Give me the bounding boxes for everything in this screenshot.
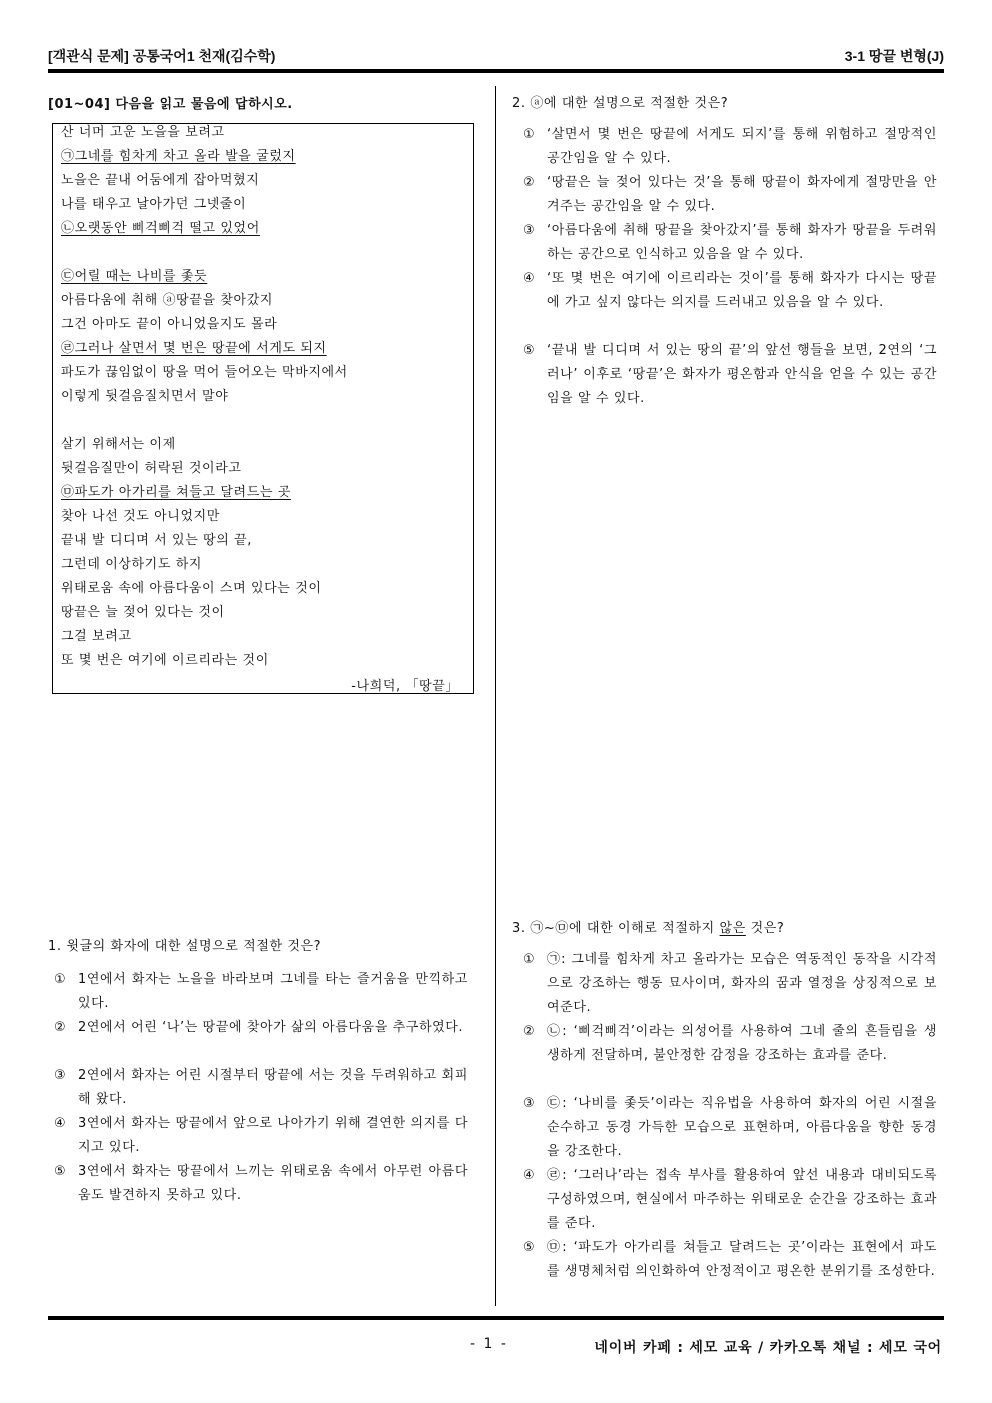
poem-box xyxy=(52,123,474,694)
question-3-option[interactable] xyxy=(523,1164,937,1236)
option-text: ㉣: ‘그러나’라는 접속 부사를 활용하여 앞선 내용과 대비되도록 구성하였으며, 현실에서 마주하는 위태로운 순간을 강조하는 효과를 준다. xyxy=(547,1168,937,1231)
option-text: ㉤: ‘파도가 아가리를 쳐들고 달려드는 곳’이라는 표현에서 파도를 생명체처럼 의인화하여 안정적이고 평온한 분위기를 조성한다. xyxy=(547,1240,937,1279)
question-2-option[interactable] xyxy=(523,171,937,219)
column-divider xyxy=(495,86,496,1306)
poem-line: 찾아 나선 것도 아니었지만 xyxy=(61,509,220,524)
option-text: 3연에서 화자는 땅끝에서 느끼는 위태로움 속에서 아무런 아름다움도 발견하지 못하고 있다. xyxy=(78,1164,468,1203)
question-2-option[interactable] xyxy=(523,267,937,315)
question-3-option[interactable] xyxy=(523,1020,937,1068)
option-text: ‘아름다움에 취해 땅끝을 찾아갔지’를 통해 화자가 땅끝을 두려워하는 공간으로 인식하고 있음을 알 수 있다. xyxy=(547,223,937,262)
option-text: 3연에서 화자는 땅끝에서 앞으로 나아가기 위해 결연한 의지를 다지고 있다. xyxy=(78,1116,468,1155)
poem-line: 산 너머 고운 노을을 보려고 xyxy=(61,125,225,140)
option-number: ② xyxy=(523,175,536,190)
question-1-option[interactable] xyxy=(54,1016,468,1040)
option-text: 2연에서 화자는 어린 시절부터 땅끝에 서는 것을 두려워하고 회피해 왔다. xyxy=(78,1068,468,1107)
poem-line: ㉤파도가 아가리를 쳐들고 달려드는 곳 xyxy=(61,485,291,500)
poem-line: 노을은 끝내 어둠에게 잡아먹혔지 xyxy=(61,173,260,188)
poem-line: ㉡오랫동안 삐걱삐걱 떨고 있었어 xyxy=(61,221,260,236)
page-number: - 1 - xyxy=(470,1336,508,1352)
option-text: ‘또 몇 번은 여기에 이르리라는 것이’를 통해 화자가 다시는 땅끝에 가고 싶지 않다는 의지를 드러내고 있음을 알 수 있다. xyxy=(547,271,937,310)
question-3-title-start: 3. ㉠~㉤에 대한 이해로 적절하지 xyxy=(512,921,720,936)
poem-line: 그건 아마도 끝이 아니었을지도 몰라 xyxy=(61,317,278,332)
header-title: [객관식 문제] 공통국어1 천재(김수학) xyxy=(48,48,276,64)
poem-line: 그걸 보려고 xyxy=(61,629,132,644)
question-3-option[interactable] xyxy=(523,948,937,1020)
option-number: ⑤ xyxy=(54,1164,67,1179)
instruction: [01~04] 다음을 읽고 물음에 답하시오. xyxy=(48,97,293,112)
question-1-option[interactable] xyxy=(54,968,468,1016)
question-2-title: 2. ⓐ에 대한 설명으로 적절한 것은? xyxy=(512,96,729,111)
poem-line: 뒷걸음질만이 허락된 것이라고 xyxy=(61,461,242,476)
poem-line: 그런데 이상하기도 하지 xyxy=(61,557,203,572)
option-number: ④ xyxy=(523,1168,536,1183)
question-2-option[interactable] xyxy=(523,219,937,267)
poem-line: ㉠그네를 힘차게 차고 올라 발을 굴렀지 xyxy=(61,149,296,164)
option-text: 1연에서 화자는 노을을 바라보며 그네를 타는 즐거움을 만끽하고 있다. xyxy=(78,972,468,1011)
poem-line: 또 몇 번은 여기에 이르리라는 것이 xyxy=(61,653,269,668)
poem-line: ㉢어릴 때는 나비를 좇듯 xyxy=(61,269,208,284)
option-number: ① xyxy=(523,127,536,142)
question-3-option[interactable] xyxy=(523,1092,937,1164)
option-text: ‘땅끝은 늘 젖어 있다는 것’을 통해 땅끝이 화자에게 절망만을 안겨주는 공간임을 알 수 있다. xyxy=(547,175,937,214)
poem-credit: -나희덕, 「땅끝」 xyxy=(351,679,459,694)
poem-line: 위태로움 속에 아름다움이 스며 있다는 것이 xyxy=(61,581,322,596)
option-text: ㉢: ‘나비를 좇듯’이라는 직유법을 사용하여 화자의 어린 시절을 순수하고 동경 가득한 모습으로 표현하며, 아름다움을 향한 동경을 강조한다. xyxy=(547,1096,937,1159)
question-2-option[interactable] xyxy=(523,339,937,411)
question-3-option[interactable] xyxy=(523,1236,937,1284)
option-number: ① xyxy=(523,952,536,967)
option-text: ㉡: ‘삐걱삐걱’이라는 의성어를 사용하여 그네 줄의 흔들림을 생생하게 전달하며, 불안정한 감정을 강조하는 효과를 준다. xyxy=(547,1024,937,1063)
option-number: ④ xyxy=(523,271,536,286)
poem-line: 파도가 끊임없이 땅을 먹어 들어오는 막바지에서 xyxy=(61,365,348,380)
poem-line: 살기 위해서는 이제 xyxy=(61,437,176,452)
option-number: ③ xyxy=(523,223,536,238)
option-number: ③ xyxy=(54,1068,67,1083)
footer-contact: 네이버 카페 : 세모 교육 / 카카오톡 채널 : 세모 국어 xyxy=(594,1340,942,1356)
poem-line: ㉣그러나 살면서 몇 번은 땅끝에 서게도 되지 xyxy=(61,341,327,356)
poem-line: 나를 태우고 날아가던 그넷줄이 xyxy=(61,197,247,212)
question-1-title: 1. 윗글의 화자에 대한 설명으로 적절한 것은? xyxy=(48,939,322,954)
poem-line: 아름다움에 취해 ⓐ땅끝을 찾아갔지 xyxy=(61,293,274,308)
question-2-option[interactable] xyxy=(523,123,937,171)
option-text: 2연에서 어린 ‘나’는 땅끝에 찾아가 삶의 아름다움을 추구하였다. xyxy=(78,1020,464,1035)
option-text: ‘끝내 발 디디며 서 있는 땅의 끝’의 앞선 행들을 보면, 2연의 ‘그러나’ 이후로 ‘땅끝’은 화자가 평온함과 안식을 얻을 수 있는 공간임을 알 수 있다. xyxy=(547,343,937,406)
option-number: ③ xyxy=(523,1096,536,1111)
question-3-title xyxy=(512,917,784,936)
option-text: ‘살면서 몇 번은 땅끝에 서게도 되지’를 통해 위험하고 절망적인 공간임을 알 수 있다. xyxy=(547,127,937,166)
question-3-title-end: 것은? xyxy=(745,921,785,936)
option-number: ④ xyxy=(54,1116,67,1131)
poem-line: 땅끝은 늘 젖어 있다는 것이 xyxy=(61,605,225,620)
option-number: ⑤ xyxy=(523,343,536,358)
question-3-title-emphasis: 않은 xyxy=(719,921,746,936)
question-1-option[interactable] xyxy=(54,1160,468,1208)
question-1-option[interactable] xyxy=(54,1064,468,1112)
poem-line: 이렇게 뒷걸음질치면서 말야 xyxy=(61,389,229,404)
option-number: ① xyxy=(54,972,67,987)
bottom-divider xyxy=(48,1316,944,1320)
option-text: ㉠: 그네를 힘차게 차고 올라가는 모습은 역동적인 동작을 시각적으로 강조하는 행동 묘사이며, 화자의 꿈과 열정을 상징적으로 보여준다. xyxy=(547,952,937,1015)
option-number: ⑤ xyxy=(523,1240,536,1255)
option-number: ② xyxy=(523,1024,536,1039)
question-1-option[interactable] xyxy=(54,1112,468,1160)
top-divider xyxy=(48,69,944,73)
option-number: ② xyxy=(54,1020,67,1035)
poem-line: 끝내 발 디디며 서 있는 땅의 끝, xyxy=(61,533,253,548)
header-section: 3-1 땅끝 변형(J) xyxy=(844,48,944,64)
